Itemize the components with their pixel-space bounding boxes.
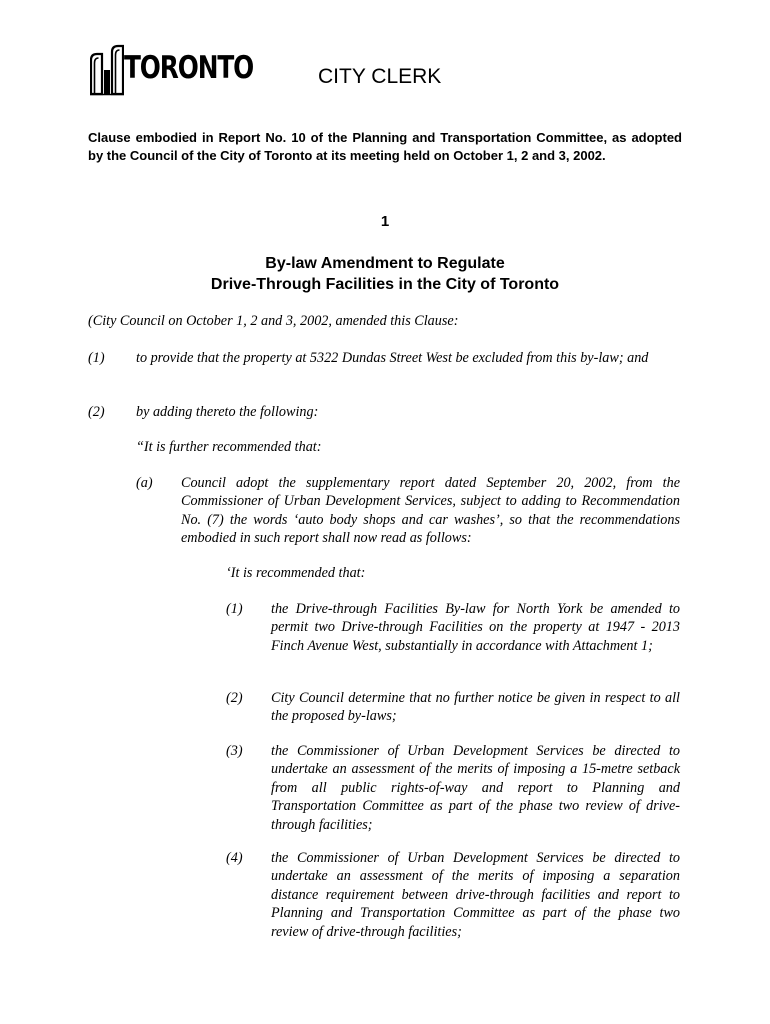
recommendation-text: the Commissioner of Urban Development Services be directed to undertake an assessment of the merits of imposing a separation distance requirement between drive-through facilities and report to Planning and Transportation Committee as part of the phase two review of drive-through facilities; bbox=[271, 850, 680, 940]
recommendation-label: (2) bbox=[226, 690, 243, 706]
toronto-logo bbox=[90, 44, 254, 96]
city-hall-icon bbox=[90, 44, 124, 96]
clause-title bbox=[0, 253, 770, 295]
logo-wordmark: TORONTO bbox=[124, 50, 254, 86]
recommendation-intro: ‘It is recommended that: bbox=[226, 565, 366, 581]
sub-item-text: Council adopt the supplementary report dated September 20, 2002, from the Commissioner of Urban Development Services, subject to adding to Recommendation No. (7) the words ‘auto body shops and car washes’, so that the recommendations embodied in such report shall now read as follows: bbox=[181, 475, 680, 547]
amendment-intro: (City Council on October 1, 2 and 3, 2002, amended this Clause: bbox=[88, 313, 459, 329]
amendment-item-label: (2) bbox=[88, 404, 105, 420]
sub-item-label: (a) bbox=[136, 475, 153, 491]
clause-title-line-2: Drive-Through Facilities in the City of Toronto bbox=[210, 276, 560, 293]
recommendation-label: (4) bbox=[226, 850, 243, 866]
amendment-item-text: to provide that the property at 5322 Dundas Street West be excluded from this by-law; and bbox=[136, 350, 649, 366]
clause-preamble: Clause embodied in Report No. 10 of the Planning and Transportation Committee, as adopted by the Council of the City of Toronto at its meeting held on October 1, 2 and 3, 2002. bbox=[88, 130, 682, 163]
recommendation-label: (1) bbox=[226, 601, 243, 617]
clause-number: 1 bbox=[380, 213, 390, 230]
recommendation-text: the Commissioner of Urban Development Services be directed to undertake an assessment of the merits of imposing a 15-metre setback from all public rights-of-way and report to Planning and Transportation Committee as part of the phase two review of drive-through facilities; bbox=[271, 743, 680, 833]
amendment-item-label: (1) bbox=[88, 350, 105, 366]
recommendation-text: City Council determine that no further notice be given in respect to all the proposed by-laws; bbox=[271, 690, 680, 725]
department-heading: CITY CLERK bbox=[318, 65, 442, 88]
recommendation-text: the Drive-through Facilities By-law for North York be amended to permit two Drive-through Facilities on the property at 1947 - 2013 Finch Avenue West, substantially in accordance with Attachment 1; bbox=[271, 601, 680, 654]
clause-title-line-1: By-law Amendment to Regulate bbox=[265, 255, 505, 272]
recommendation-label: (3) bbox=[226, 743, 243, 759]
quote-intro: “It is further recommended that: bbox=[136, 439, 322, 455]
amendment-item-text: by adding thereto the following: bbox=[136, 404, 319, 420]
